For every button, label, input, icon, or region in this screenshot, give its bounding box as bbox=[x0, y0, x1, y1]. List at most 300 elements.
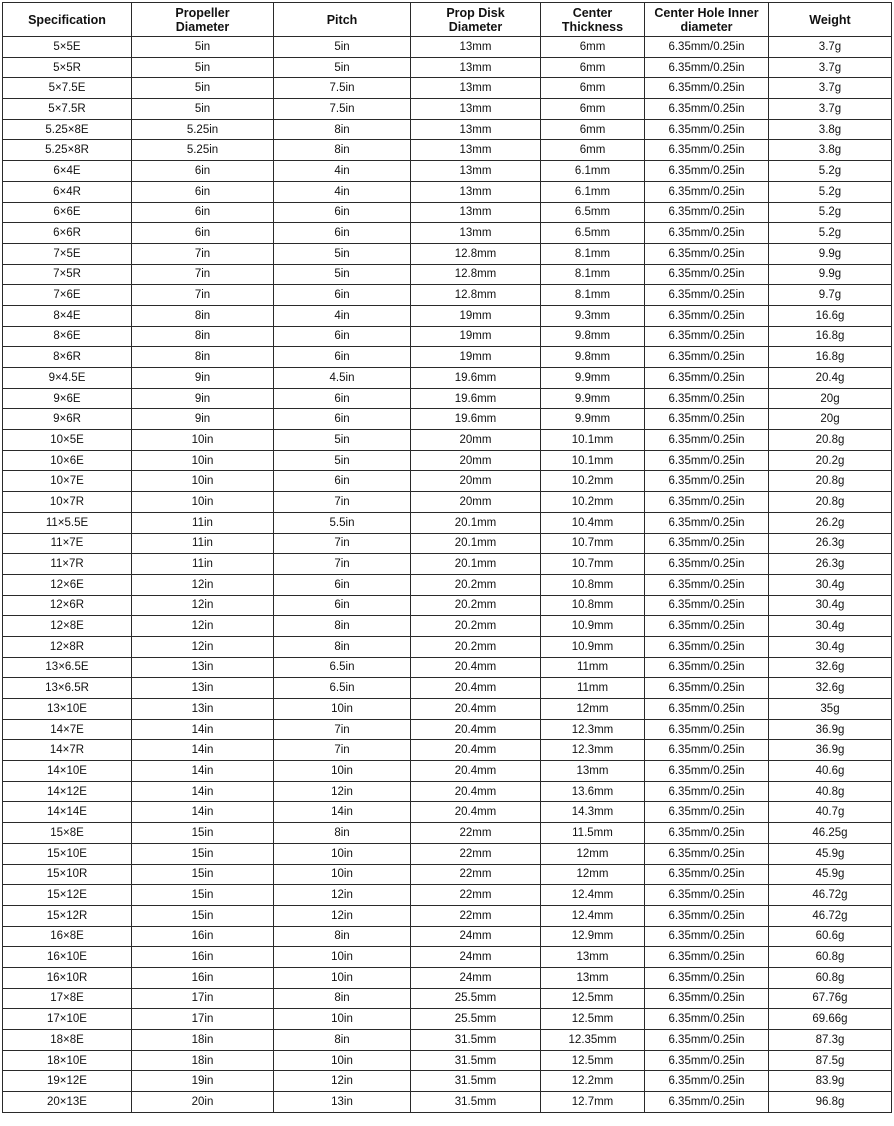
cell-center-hole-inner-diameter: 6.35mm/0.25in bbox=[645, 430, 769, 451]
cell-prop-disk-diameter: 20.4mm bbox=[411, 761, 541, 782]
cell-center-hole-inner-diameter: 6.35mm/0.25in bbox=[645, 37, 769, 58]
cell-center-thickness: 10.2mm bbox=[541, 471, 645, 492]
cell-center-hole-inner-diameter: 6.35mm/0.25in bbox=[645, 595, 769, 616]
cell-specification: 5.25×8E bbox=[3, 119, 132, 140]
cell-center-hole-inner-diameter: 6.35mm/0.25in bbox=[645, 1092, 769, 1113]
cell-center-thickness: 12.7mm bbox=[541, 1092, 645, 1113]
cell-center-hole-inner-diameter: 6.35mm/0.25in bbox=[645, 678, 769, 699]
cell-specification: 12×8E bbox=[3, 616, 132, 637]
cell-pitch: 10in bbox=[274, 699, 411, 720]
cell-center-hole-inner-diameter: 6.35mm/0.25in bbox=[645, 740, 769, 761]
cell-center-thickness: 6.1mm bbox=[541, 161, 645, 182]
cell-center-thickness: 10.4mm bbox=[541, 512, 645, 533]
cell-prop-disk-diameter: 20.2mm bbox=[411, 595, 541, 616]
cell-pitch: 10in bbox=[274, 1009, 411, 1030]
cell-weight: 60.8g bbox=[769, 967, 892, 988]
table-row bbox=[3, 326, 892, 347]
cell-center-thickness: 12mm bbox=[541, 864, 645, 885]
cell-center-thickness: 10.9mm bbox=[541, 636, 645, 657]
cell-weight: 60.8g bbox=[769, 947, 892, 968]
cell-weight: 32.6g bbox=[769, 678, 892, 699]
cell-propeller-diameter: 6in bbox=[132, 161, 274, 182]
cell-pitch: 10in bbox=[274, 947, 411, 968]
cell-center-hole-inner-diameter: 6.35mm/0.25in bbox=[645, 616, 769, 637]
cell-center-thickness: 12.5mm bbox=[541, 1009, 645, 1030]
cell-prop-disk-diameter: 31.5mm bbox=[411, 1092, 541, 1113]
cell-pitch: 8in bbox=[274, 1030, 411, 1051]
cell-prop-disk-diameter: 24mm bbox=[411, 947, 541, 968]
cell-pitch: 8in bbox=[274, 926, 411, 947]
cell-prop-disk-diameter: 19mm bbox=[411, 326, 541, 347]
cell-weight: 3.7g bbox=[769, 57, 892, 78]
cell-center-thickness: 12.4mm bbox=[541, 905, 645, 926]
cell-specification: 12×6R bbox=[3, 595, 132, 616]
cell-pitch: 5.5in bbox=[274, 512, 411, 533]
table-header bbox=[3, 3, 892, 37]
cell-weight: 3.7g bbox=[769, 78, 892, 99]
cell-center-thickness: 8.1mm bbox=[541, 264, 645, 285]
cell-pitch: 6.5in bbox=[274, 678, 411, 699]
cell-center-thickness: 12.3mm bbox=[541, 740, 645, 761]
cell-propeller-diameter: 10in bbox=[132, 430, 274, 451]
cell-weight: 20.8g bbox=[769, 430, 892, 451]
cell-pitch: 12in bbox=[274, 781, 411, 802]
cell-propeller-diameter: 13in bbox=[132, 699, 274, 720]
cell-center-thickness: 6mm bbox=[541, 78, 645, 99]
cell-center-hole-inner-diameter: 6.35mm/0.25in bbox=[645, 823, 769, 844]
cell-center-thickness: 10.2mm bbox=[541, 492, 645, 513]
cell-pitch: 5in bbox=[274, 37, 411, 58]
table-row bbox=[3, 905, 892, 926]
cell-weight: 20g bbox=[769, 388, 892, 409]
cell-weight: 30.4g bbox=[769, 616, 892, 637]
cell-center-thickness: 10.1mm bbox=[541, 430, 645, 451]
cell-center-hole-inner-diameter: 6.35mm/0.25in bbox=[645, 202, 769, 223]
cell-prop-disk-diameter: 20.4mm bbox=[411, 699, 541, 720]
cell-propeller-diameter: 16in bbox=[132, 947, 274, 968]
table-row bbox=[3, 347, 892, 368]
cell-prop-disk-diameter: 20.1mm bbox=[411, 533, 541, 554]
cell-propeller-diameter: 9in bbox=[132, 368, 274, 389]
cell-propeller-diameter: 7in bbox=[132, 285, 274, 306]
header-prop-disk-diameter: Prop Disk Diameter bbox=[411, 3, 541, 37]
cell-prop-disk-diameter: 24mm bbox=[411, 926, 541, 947]
cell-center-hole-inner-diameter: 6.35mm/0.25in bbox=[645, 492, 769, 513]
cell-weight: 46.72g bbox=[769, 905, 892, 926]
table-row bbox=[3, 926, 892, 947]
cell-pitch: 5in bbox=[274, 57, 411, 78]
cell-specification: 8×6E bbox=[3, 326, 132, 347]
cell-prop-disk-diameter: 12.8mm bbox=[411, 285, 541, 306]
table-row bbox=[3, 368, 892, 389]
cell-propeller-diameter: 7in bbox=[132, 243, 274, 264]
cell-prop-disk-diameter: 13mm bbox=[411, 140, 541, 161]
table-row bbox=[3, 554, 892, 575]
cell-specification: 14×14E bbox=[3, 802, 132, 823]
cell-center-thickness: 6.5mm bbox=[541, 202, 645, 223]
cell-pitch: 7in bbox=[274, 740, 411, 761]
table-row bbox=[3, 719, 892, 740]
table-row bbox=[3, 885, 892, 906]
cell-center-thickness: 11mm bbox=[541, 657, 645, 678]
cell-weight: 20.8g bbox=[769, 471, 892, 492]
header-specification: Specification bbox=[3, 3, 132, 37]
cell-pitch: 6in bbox=[274, 347, 411, 368]
cell-prop-disk-diameter: 31.5mm bbox=[411, 1071, 541, 1092]
cell-center-hole-inner-diameter: 6.35mm/0.25in bbox=[645, 781, 769, 802]
cell-specification: 7×5R bbox=[3, 264, 132, 285]
cell-propeller-diameter: 5in bbox=[132, 57, 274, 78]
cell-weight: 60.6g bbox=[769, 926, 892, 947]
cell-specification: 11×7R bbox=[3, 554, 132, 575]
cell-prop-disk-diameter: 31.5mm bbox=[411, 1050, 541, 1071]
cell-weight: 3.8g bbox=[769, 119, 892, 140]
cell-specification: 12×8R bbox=[3, 636, 132, 657]
cell-weight: 35g bbox=[769, 699, 892, 720]
cell-weight: 20.2g bbox=[769, 450, 892, 471]
cell-center-hole-inner-diameter: 6.35mm/0.25in bbox=[645, 988, 769, 1009]
cell-center-hole-inner-diameter: 6.35mm/0.25in bbox=[645, 512, 769, 533]
cell-propeller-diameter: 6in bbox=[132, 223, 274, 244]
table-row bbox=[3, 264, 892, 285]
cell-center-thickness: 13mm bbox=[541, 947, 645, 968]
cell-pitch: 6in bbox=[274, 595, 411, 616]
cell-prop-disk-diameter: 20.4mm bbox=[411, 719, 541, 740]
table-row bbox=[3, 471, 892, 492]
cell-center-thickness: 10.8mm bbox=[541, 574, 645, 595]
cell-weight: 46.72g bbox=[769, 885, 892, 906]
cell-prop-disk-diameter: 19mm bbox=[411, 305, 541, 326]
table-row bbox=[3, 781, 892, 802]
cell-propeller-diameter: 7in bbox=[132, 264, 274, 285]
table-row bbox=[3, 740, 892, 761]
table-row bbox=[3, 657, 892, 678]
cell-weight: 87.3g bbox=[769, 1030, 892, 1051]
cell-propeller-diameter: 15in bbox=[132, 864, 274, 885]
cell-prop-disk-diameter: 19.6mm bbox=[411, 388, 541, 409]
cell-prop-disk-diameter: 13mm bbox=[411, 37, 541, 58]
cell-center-hole-inner-diameter: 6.35mm/0.25in bbox=[645, 554, 769, 575]
cell-propeller-diameter: 8in bbox=[132, 347, 274, 368]
cell-center-hole-inner-diameter: 6.35mm/0.25in bbox=[645, 223, 769, 244]
cell-specification: 16×10R bbox=[3, 967, 132, 988]
cell-center-thickness: 12.2mm bbox=[541, 1071, 645, 1092]
cell-weight: 20.4g bbox=[769, 368, 892, 389]
cell-center-thickness: 9.8mm bbox=[541, 326, 645, 347]
cell-specification: 13×6.5E bbox=[3, 657, 132, 678]
cell-center-hole-inner-diameter: 6.35mm/0.25in bbox=[645, 947, 769, 968]
cell-propeller-diameter: 14in bbox=[132, 761, 274, 782]
cell-center-thickness: 10.1mm bbox=[541, 450, 645, 471]
cell-weight: 40.8g bbox=[769, 781, 892, 802]
cell-center-thickness: 8.1mm bbox=[541, 243, 645, 264]
cell-propeller-diameter: 15in bbox=[132, 885, 274, 906]
cell-pitch: 6in bbox=[274, 326, 411, 347]
cell-center-thickness: 8.1mm bbox=[541, 285, 645, 306]
cell-center-hole-inner-diameter: 6.35mm/0.25in bbox=[645, 802, 769, 823]
cell-prop-disk-diameter: 20mm bbox=[411, 492, 541, 513]
cell-pitch: 10in bbox=[274, 967, 411, 988]
cell-propeller-diameter: 12in bbox=[132, 595, 274, 616]
cell-center-thickness: 6mm bbox=[541, 37, 645, 58]
cell-pitch: 6.5in bbox=[274, 657, 411, 678]
cell-center-thickness: 6mm bbox=[541, 57, 645, 78]
cell-pitch: 4in bbox=[274, 305, 411, 326]
cell-pitch: 7.5in bbox=[274, 99, 411, 120]
cell-propeller-diameter: 9in bbox=[132, 388, 274, 409]
cell-prop-disk-diameter: 20.2mm bbox=[411, 616, 541, 637]
table-row bbox=[3, 161, 892, 182]
cell-center-hole-inner-diameter: 6.35mm/0.25in bbox=[645, 285, 769, 306]
cell-weight: 30.4g bbox=[769, 574, 892, 595]
cell-pitch: 12in bbox=[274, 885, 411, 906]
table-row bbox=[3, 533, 892, 554]
cell-specification: 5×5E bbox=[3, 37, 132, 58]
cell-center-thickness: 6mm bbox=[541, 140, 645, 161]
cell-prop-disk-diameter: 13mm bbox=[411, 99, 541, 120]
cell-center-thickness: 10.8mm bbox=[541, 595, 645, 616]
cell-prop-disk-diameter: 22mm bbox=[411, 823, 541, 844]
cell-prop-disk-diameter: 13mm bbox=[411, 57, 541, 78]
cell-weight: 9.9g bbox=[769, 243, 892, 264]
table-row bbox=[3, 636, 892, 657]
cell-center-thickness: 13mm bbox=[541, 761, 645, 782]
cell-center-thickness: 9.9mm bbox=[541, 368, 645, 389]
cell-propeller-diameter: 17in bbox=[132, 988, 274, 1009]
cell-pitch: 6in bbox=[274, 409, 411, 430]
table-row bbox=[3, 78, 892, 99]
cell-propeller-diameter: 9in bbox=[132, 409, 274, 430]
cell-center-hole-inner-diameter: 6.35mm/0.25in bbox=[645, 636, 769, 657]
cell-center-hole-inner-diameter: 6.35mm/0.25in bbox=[645, 57, 769, 78]
cell-specification: 9×4.5E bbox=[3, 368, 132, 389]
cell-weight: 36.9g bbox=[769, 719, 892, 740]
cell-specification: 9×6R bbox=[3, 409, 132, 430]
cell-propeller-diameter: 14in bbox=[132, 719, 274, 740]
cell-pitch: 10in bbox=[274, 1050, 411, 1071]
cell-specification: 18×10E bbox=[3, 1050, 132, 1071]
cell-propeller-diameter: 10in bbox=[132, 450, 274, 471]
cell-center-thickness: 12.35mm bbox=[541, 1030, 645, 1051]
cell-center-thickness: 12.3mm bbox=[541, 719, 645, 740]
header-center-thickness: Center Thickness bbox=[541, 3, 645, 37]
cell-weight: 96.8g bbox=[769, 1092, 892, 1113]
cell-prop-disk-diameter: 12.8mm bbox=[411, 243, 541, 264]
cell-weight: 87.5g bbox=[769, 1050, 892, 1071]
header-row bbox=[3, 3, 892, 37]
table-row bbox=[3, 409, 892, 430]
cell-pitch: 5in bbox=[274, 430, 411, 451]
cell-propeller-diameter: 5in bbox=[132, 78, 274, 99]
table-row bbox=[3, 243, 892, 264]
cell-specification: 13×6.5R bbox=[3, 678, 132, 699]
cell-weight: 40.6g bbox=[769, 761, 892, 782]
cell-prop-disk-diameter: 13mm bbox=[411, 78, 541, 99]
table-row bbox=[3, 450, 892, 471]
cell-specification: 18×8E bbox=[3, 1030, 132, 1051]
cell-propeller-diameter: 11in bbox=[132, 512, 274, 533]
table-row bbox=[3, 140, 892, 161]
cell-propeller-diameter: 15in bbox=[132, 905, 274, 926]
cell-weight: 46.25g bbox=[769, 823, 892, 844]
cell-specification: 16×8E bbox=[3, 926, 132, 947]
cell-prop-disk-diameter: 25.5mm bbox=[411, 988, 541, 1009]
cell-center-hole-inner-diameter: 6.35mm/0.25in bbox=[645, 243, 769, 264]
cell-center-thickness: 12.9mm bbox=[541, 926, 645, 947]
cell-specification: 11×5.5E bbox=[3, 512, 132, 533]
cell-weight: 30.4g bbox=[769, 636, 892, 657]
table-row bbox=[3, 678, 892, 699]
cell-center-thickness: 9.8mm bbox=[541, 347, 645, 368]
table-row bbox=[3, 223, 892, 244]
cell-center-hole-inner-diameter: 6.35mm/0.25in bbox=[645, 843, 769, 864]
cell-prop-disk-diameter: 13mm bbox=[411, 119, 541, 140]
cell-center-hole-inner-diameter: 6.35mm/0.25in bbox=[645, 967, 769, 988]
cell-propeller-diameter: 13in bbox=[132, 657, 274, 678]
cell-specification: 11×7E bbox=[3, 533, 132, 554]
cell-propeller-diameter: 19in bbox=[132, 1071, 274, 1092]
cell-pitch: 4in bbox=[274, 161, 411, 182]
cell-propeller-diameter: 13in bbox=[132, 678, 274, 699]
cell-prop-disk-diameter: 22mm bbox=[411, 843, 541, 864]
cell-propeller-diameter: 5in bbox=[132, 99, 274, 120]
cell-pitch: 6in bbox=[274, 202, 411, 223]
table-row bbox=[3, 388, 892, 409]
cell-propeller-diameter: 17in bbox=[132, 1009, 274, 1030]
cell-propeller-diameter: 10in bbox=[132, 492, 274, 513]
table-row bbox=[3, 843, 892, 864]
cell-center-hole-inner-diameter: 6.35mm/0.25in bbox=[645, 264, 769, 285]
table-row bbox=[3, 492, 892, 513]
table-row bbox=[3, 430, 892, 451]
table-row bbox=[3, 1050, 892, 1071]
cell-center-hole-inner-diameter: 6.35mm/0.25in bbox=[645, 905, 769, 926]
cell-prop-disk-diameter: 19.6mm bbox=[411, 368, 541, 389]
cell-pitch: 7in bbox=[274, 719, 411, 740]
cell-propeller-diameter: 14in bbox=[132, 740, 274, 761]
table-row bbox=[3, 119, 892, 140]
cell-specification: 14×7E bbox=[3, 719, 132, 740]
table-row bbox=[3, 823, 892, 844]
table-row bbox=[3, 864, 892, 885]
cell-prop-disk-diameter: 20mm bbox=[411, 430, 541, 451]
cell-specification: 14×10E bbox=[3, 761, 132, 782]
cell-pitch: 8in bbox=[274, 823, 411, 844]
cell-weight: 26.2g bbox=[769, 512, 892, 533]
cell-center-hole-inner-diameter: 6.35mm/0.25in bbox=[645, 926, 769, 947]
cell-center-thickness: 10.7mm bbox=[541, 533, 645, 554]
cell-specification: 15×10R bbox=[3, 864, 132, 885]
cell-specification: 10×7E bbox=[3, 471, 132, 492]
cell-center-thickness: 14.3mm bbox=[541, 802, 645, 823]
propeller-spec-table bbox=[2, 2, 892, 1113]
cell-center-thickness: 9.3mm bbox=[541, 305, 645, 326]
table-row bbox=[3, 1030, 892, 1051]
cell-propeller-diameter: 5.25in bbox=[132, 140, 274, 161]
cell-specification: 12×6E bbox=[3, 574, 132, 595]
cell-center-hole-inner-diameter: 6.35mm/0.25in bbox=[645, 761, 769, 782]
cell-pitch: 12in bbox=[274, 905, 411, 926]
cell-prop-disk-diameter: 20.4mm bbox=[411, 781, 541, 802]
cell-prop-disk-diameter: 13mm bbox=[411, 181, 541, 202]
cell-prop-disk-diameter: 31.5mm bbox=[411, 1030, 541, 1051]
cell-center-hole-inner-diameter: 6.35mm/0.25in bbox=[645, 699, 769, 720]
cell-prop-disk-diameter: 20.4mm bbox=[411, 802, 541, 823]
cell-weight: 30.4g bbox=[769, 595, 892, 616]
cell-specification: 5×5R bbox=[3, 57, 132, 78]
cell-specification: 5×7.5R bbox=[3, 99, 132, 120]
cell-propeller-diameter: 12in bbox=[132, 616, 274, 637]
cell-propeller-diameter: 14in bbox=[132, 802, 274, 823]
cell-propeller-diameter: 15in bbox=[132, 823, 274, 844]
cell-specification: 5×7.5E bbox=[3, 78, 132, 99]
cell-center-hole-inner-diameter: 6.35mm/0.25in bbox=[645, 99, 769, 120]
cell-pitch: 6in bbox=[274, 285, 411, 306]
cell-center-hole-inner-diameter: 6.35mm/0.25in bbox=[645, 409, 769, 430]
cell-pitch: 4.5in bbox=[274, 368, 411, 389]
cell-weight: 5.2g bbox=[769, 181, 892, 202]
cell-specification: 6×4E bbox=[3, 161, 132, 182]
cell-weight: 9.7g bbox=[769, 285, 892, 306]
cell-propeller-diameter: 5in bbox=[132, 37, 274, 58]
cell-pitch: 5in bbox=[274, 264, 411, 285]
cell-weight: 45.9g bbox=[769, 843, 892, 864]
table-row bbox=[3, 1092, 892, 1113]
cell-center-hole-inner-diameter: 6.35mm/0.25in bbox=[645, 326, 769, 347]
cell-center-thickness: 12.5mm bbox=[541, 988, 645, 1009]
cell-propeller-diameter: 15in bbox=[132, 843, 274, 864]
cell-center-thickness: 13.6mm bbox=[541, 781, 645, 802]
table-row bbox=[3, 595, 892, 616]
cell-weight: 5.2g bbox=[769, 202, 892, 223]
table-row bbox=[3, 947, 892, 968]
cell-weight: 69.66g bbox=[769, 1009, 892, 1030]
table-row bbox=[3, 699, 892, 720]
cell-specification: 13×10E bbox=[3, 699, 132, 720]
cell-pitch: 8in bbox=[274, 616, 411, 637]
cell-center-thickness: 6.5mm bbox=[541, 223, 645, 244]
cell-center-hole-inner-diameter: 6.35mm/0.25in bbox=[645, 1050, 769, 1071]
cell-specification: 17×10E bbox=[3, 1009, 132, 1030]
cell-center-thickness: 10.7mm bbox=[541, 554, 645, 575]
cell-pitch: 7in bbox=[274, 533, 411, 554]
cell-center-hole-inner-diameter: 6.35mm/0.25in bbox=[645, 181, 769, 202]
cell-center-thickness: 12.4mm bbox=[541, 885, 645, 906]
cell-center-thickness: 13mm bbox=[541, 967, 645, 988]
cell-center-hole-inner-diameter: 6.35mm/0.25in bbox=[645, 719, 769, 740]
cell-specification: 19×12E bbox=[3, 1071, 132, 1092]
cell-pitch: 10in bbox=[274, 843, 411, 864]
cell-pitch: 8in bbox=[274, 988, 411, 1009]
cell-center-hole-inner-diameter: 6.35mm/0.25in bbox=[645, 140, 769, 161]
cell-specification: 8×4E bbox=[3, 305, 132, 326]
cell-propeller-diameter: 8in bbox=[132, 305, 274, 326]
cell-center-hole-inner-diameter: 6.35mm/0.25in bbox=[645, 450, 769, 471]
cell-specification: 15×12E bbox=[3, 885, 132, 906]
cell-center-hole-inner-diameter: 6.35mm/0.25in bbox=[645, 388, 769, 409]
cell-prop-disk-diameter: 20.1mm bbox=[411, 512, 541, 533]
cell-weight: 16.8g bbox=[769, 326, 892, 347]
cell-prop-disk-diameter: 20.4mm bbox=[411, 678, 541, 699]
cell-weight: 40.7g bbox=[769, 802, 892, 823]
cell-specification: 17×8E bbox=[3, 988, 132, 1009]
header-propeller-diameter: Propeller Diameter bbox=[132, 3, 274, 37]
cell-prop-disk-diameter: 12.8mm bbox=[411, 264, 541, 285]
table-row bbox=[3, 1071, 892, 1092]
cell-pitch: 6in bbox=[274, 223, 411, 244]
cell-propeller-diameter: 10in bbox=[132, 471, 274, 492]
cell-weight: 20.8g bbox=[769, 492, 892, 513]
